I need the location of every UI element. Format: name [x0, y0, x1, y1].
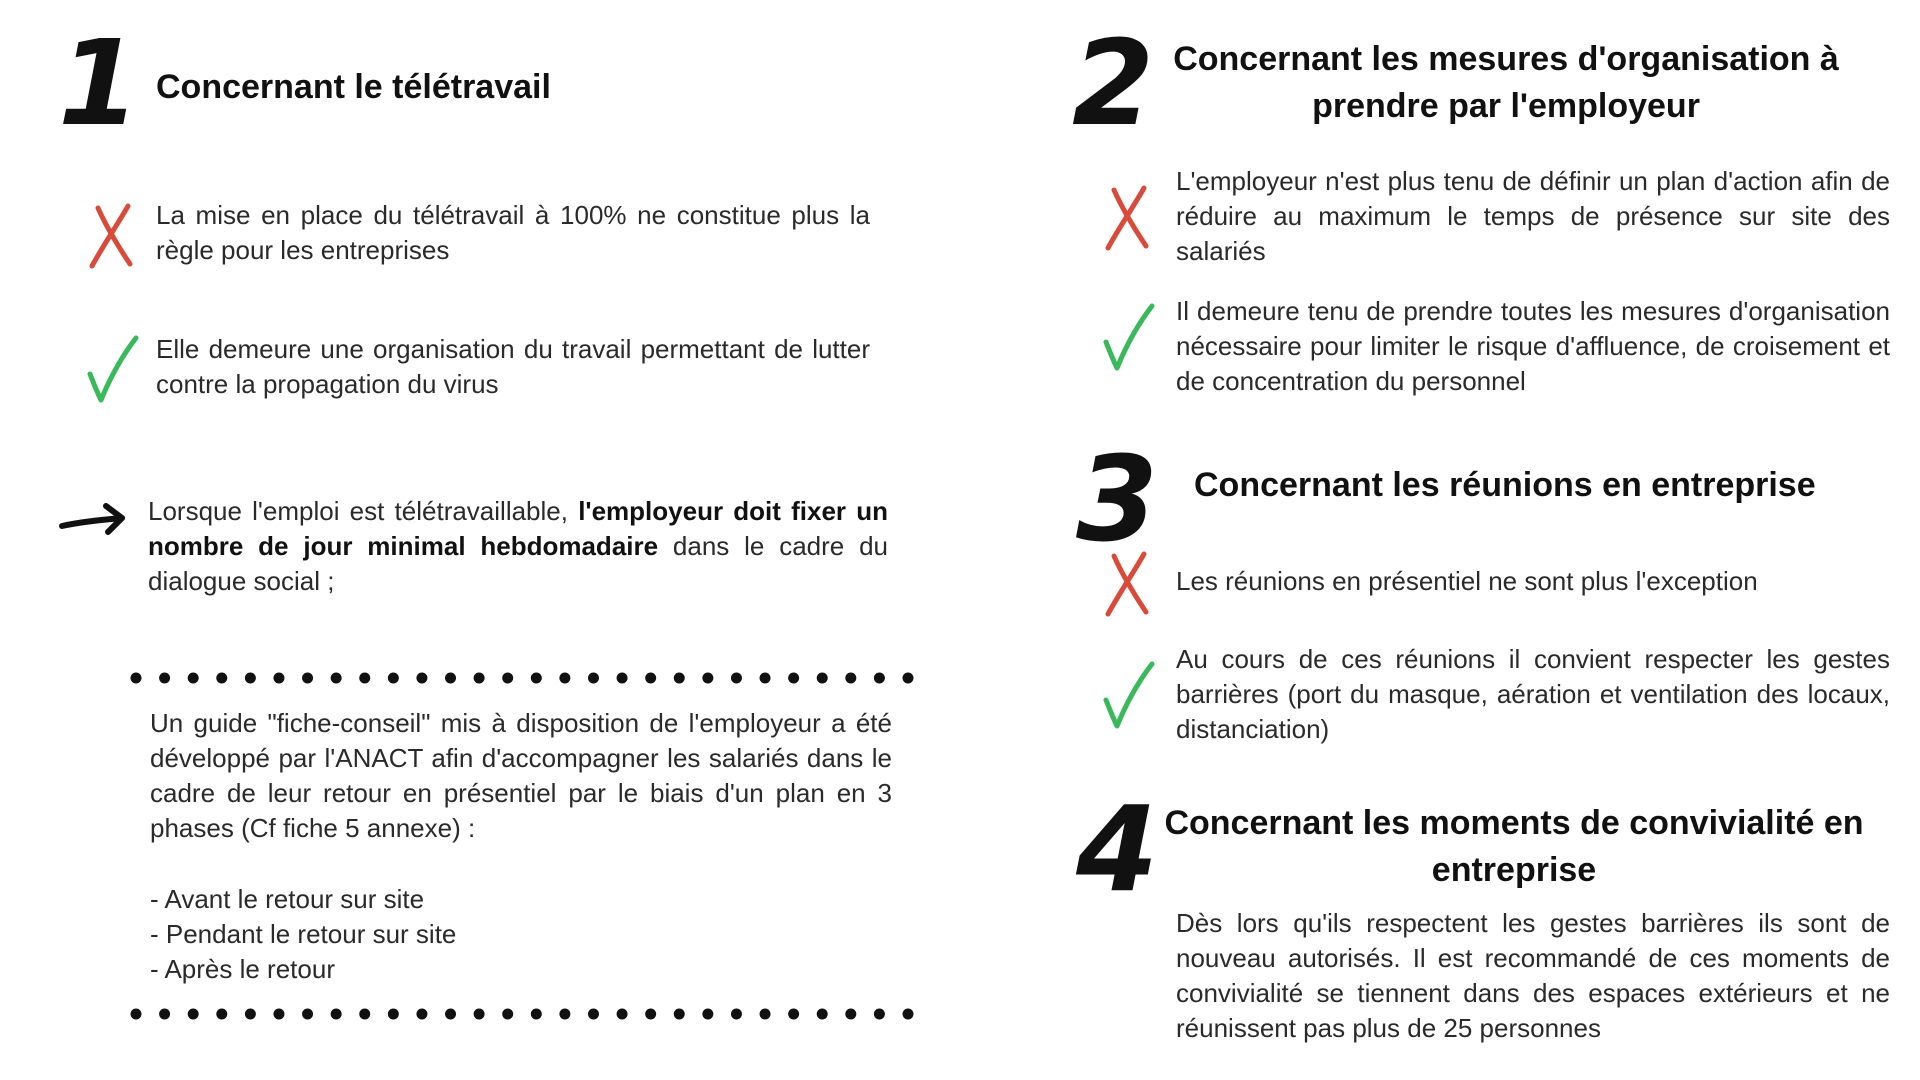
divider-dot	[617, 1009, 628, 1020]
divider-dot	[645, 1009, 656, 1020]
divider-dot	[531, 1009, 542, 1020]
divider-dot	[817, 673, 828, 684]
check-icon	[1100, 302, 1156, 372]
divider-dot	[502, 673, 513, 684]
divider-dot	[645, 673, 656, 684]
divider-dot	[245, 673, 256, 684]
section-4-number: 4	[1076, 780, 1159, 918]
arrow-note-text-before: Lorsque l'emploi est télétravaillable,	[148, 496, 579, 526]
divider-dot	[760, 1009, 771, 1020]
arrow-note-text-bold: l'employeur doit fixer un nombre de jour minimal hebdomadaire	[148, 496, 888, 561]
divider-dot	[188, 673, 199, 684]
section-2-number: 2	[1072, 14, 1155, 152]
divider-dot	[388, 1009, 399, 1020]
guide-phase-list	[150, 882, 892, 987]
section-1-point-2: Elle demeure une organisation du travail permettant de lutter contre la propagation du virus	[156, 334, 870, 399]
divider-dot	[216, 673, 227, 684]
divider-dot	[874, 1009, 885, 1020]
dotted-divider-top	[130, 672, 914, 684]
divider-dot	[731, 673, 742, 684]
arrow-right-icon	[58, 500, 128, 540]
divider-dot	[273, 673, 284, 684]
section-1-point-1: La mise en place du télétravail à 100% ne constitue plus la règle pour les entreprises	[156, 200, 870, 265]
arrow-note-text-after: dans le cadre du dialogue social ;	[148, 531, 888, 596]
guide-text: Un guide "fiche-conseil" mis à disposition de l'employeur a été développé par l'ANACT afin d'accompagner les salariés dans le cadre de leur retour en présentiel par le biais d'un plan en 3 phases (Cf fiche 5 annexe) :	[150, 708, 892, 843]
divider-dot	[760, 673, 771, 684]
check-icon	[1100, 660, 1156, 730]
section-3-point-2: Au cours de ces réunions il convient respecter les gestes barrières (port du masque, aération et ventilation des locaux, distanciation)	[1176, 644, 1890, 744]
dotted-divider-bottom	[130, 1008, 914, 1020]
section-1-number: 1	[58, 14, 141, 152]
divider-dot	[559, 1009, 570, 1020]
section-1-title: Concernant le télétravail	[156, 68, 551, 106]
section-3-title: Concernant les réunions en entreprise	[1194, 466, 1816, 504]
guide-phase-item: - Après le retour	[150, 954, 335, 984]
divider-dot	[416, 673, 427, 684]
divider-dot	[731, 1009, 742, 1020]
divider-dot	[331, 673, 342, 684]
divider-dot	[559, 673, 570, 684]
divider-dot	[302, 673, 313, 684]
cross-icon	[1100, 548, 1156, 618]
divider-dot	[531, 673, 542, 684]
divider-dot	[131, 673, 142, 684]
section-2-title: Concernant les mesures d'organisation à prendre par l'employeur	[1173, 40, 1839, 125]
cross-icon	[1100, 182, 1156, 252]
divider-dot	[474, 1009, 485, 1020]
divider-dot	[845, 1009, 856, 1020]
section-2-point-2: Il demeure tenu de prendre toutes les mesures d'organisation nécessaire pour limiter le risque d'affluence, de croisement et de concentration du personnel	[1176, 296, 1890, 396]
divider-dot	[817, 1009, 828, 1020]
divider-dot	[245, 1009, 256, 1020]
divider-dot	[388, 673, 399, 684]
divider-dot	[131, 1009, 142, 1020]
divider-dot	[188, 1009, 199, 1020]
divider-dot	[845, 673, 856, 684]
divider-dot	[474, 673, 485, 684]
section-2-point-1: L'employeur n'est plus tenu de définir un plan d'action afin de réduire au maximum le temps de présence sur site des salariés	[1176, 166, 1890, 266]
divider-dot	[903, 1009, 914, 1020]
divider-dot	[273, 1009, 284, 1020]
divider-dot	[588, 1009, 599, 1020]
divider-dot	[216, 1009, 227, 1020]
divider-dot	[788, 1009, 799, 1020]
guide-phase-item: - Pendant le retour sur site	[150, 919, 457, 949]
divider-dot	[359, 673, 370, 684]
divider-dot	[359, 1009, 370, 1020]
divider-dot	[674, 673, 685, 684]
divider-dot	[702, 1009, 713, 1020]
divider-dot	[159, 673, 170, 684]
section-3-point-1: Les réunions en présentiel ne sont plus l'exception	[1176, 566, 1758, 596]
divider-dot	[702, 673, 713, 684]
divider-dot	[445, 673, 456, 684]
divider-dot	[674, 1009, 685, 1020]
divider-dot	[302, 1009, 313, 1020]
divider-dot	[788, 673, 799, 684]
section-4-text: Dès lors qu'ils respectent les gestes barrières ils sont de nouveau autorisés. Il est recommandé de ces moments de convivialité se tiennent dans des espaces extérieurs et ne réunissent pas plus de 25 personnes	[1176, 908, 1890, 1043]
guide-phase-item: - Avant le retour sur site	[150, 884, 425, 914]
section-3-number: 3	[1076, 430, 1159, 568]
divider-dot	[588, 673, 599, 684]
divider-dot	[445, 1009, 456, 1020]
cross-icon	[84, 200, 140, 270]
divider-dot	[159, 1009, 170, 1020]
divider-dot	[874, 673, 885, 684]
divider-dot	[617, 673, 628, 684]
check-icon	[84, 334, 140, 404]
divider-dot	[416, 1009, 427, 1020]
divider-dot	[903, 673, 914, 684]
divider-dot	[502, 1009, 513, 1020]
divider-dot	[331, 1009, 342, 1020]
arrow-note	[148, 494, 888, 599]
section-4-title: Concernant les moments de convivialité en entreprise	[1164, 804, 1864, 889]
